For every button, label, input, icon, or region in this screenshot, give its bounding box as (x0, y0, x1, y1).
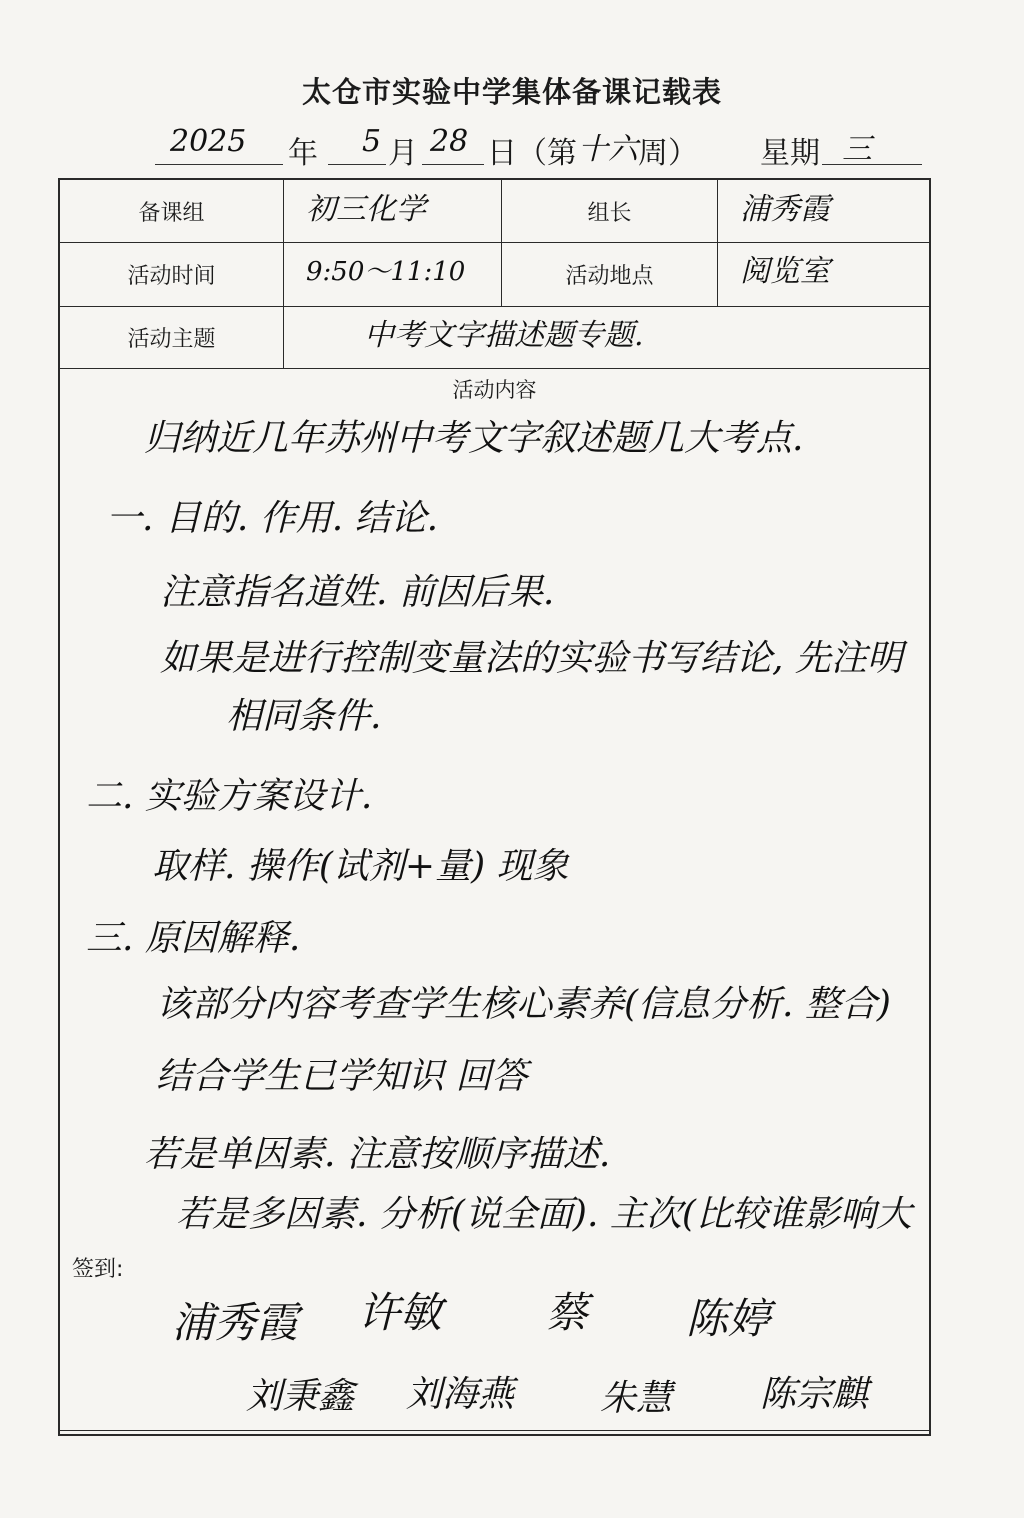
leader-label: 组长 (502, 180, 718, 242)
year-value: 2025 (170, 124, 247, 159)
topic-value: 中考文字描述题专题. (364, 318, 644, 353)
place-value-cell (718, 242, 933, 306)
month-value: 5 (362, 124, 382, 159)
weekday-value: 三 (842, 132, 872, 167)
group-value: 初三化学 (306, 192, 426, 227)
year-underline (155, 164, 283, 165)
form-title: 太仓市实验中学集体备课记载表 (301, 75, 722, 109)
content-line: 如果是进行控制变量法的实验书写结论, 先注明 (160, 638, 903, 679)
content-line: 一. 目的. 作用. 结论. (106, 498, 439, 539)
content-line: 相同条件. (226, 696, 382, 737)
leader-value: 浦秀霞 (740, 192, 830, 227)
signature: 陈婷 (686, 1294, 771, 1343)
signature: 刘海燕 (406, 1374, 515, 1415)
row-topic (60, 306, 929, 369)
row-group (60, 180, 929, 243)
content-line: 若是单因素. 注意按顺序描述. (144, 1134, 611, 1175)
weekday-label: 星期 (760, 136, 820, 171)
group-value-cell (284, 180, 502, 242)
content-line: 该部分内容考查学生核心素养(信息分析. 整合) (156, 984, 891, 1025)
activity-content (60, 368, 929, 1431)
signature: 刘秉鑫 (246, 1376, 355, 1417)
topic-label: 活动主题 (60, 306, 284, 368)
time-value-cell (284, 242, 502, 306)
content-line: 三. 原因解释. (86, 918, 301, 959)
place-label: 活动地点 (502, 242, 718, 306)
signature: 浦秀霞 (172, 1298, 299, 1347)
week-value: 十六 (578, 132, 638, 167)
record-table (58, 178, 931, 1436)
day-value: 28 (430, 124, 469, 159)
signature: 陈宗麒 (760, 1374, 869, 1415)
sign-in-label: 签到: (72, 1257, 124, 1282)
month-underline (328, 164, 386, 165)
leader-value-cell (718, 180, 933, 242)
signature: 许敏 (358, 1288, 443, 1337)
signature: 蔡 (546, 1288, 589, 1337)
content-line: 若是多因素. 分析(说全面). 主次(比较谁影响大 (176, 1194, 912, 1235)
month-label: 月 (388, 136, 418, 171)
time-label: 活动时间 (60, 242, 284, 306)
day-underline (422, 164, 484, 165)
content-line: 注意指名道姓. 前因后果. (160, 572, 555, 613)
date-line (0, 120, 1024, 170)
content-line: 取样. 操作(试剂+量) 现象 (152, 846, 569, 887)
topic-value-cell (284, 306, 933, 368)
place-value: 阅览室 (740, 254, 830, 289)
group-label: 备课组 (60, 180, 284, 242)
day-label: 日（第 (487, 136, 577, 171)
time-value: 9:50～11:10 (306, 257, 466, 287)
week-label: 周） (638, 136, 698, 171)
content-line: 二. 实验方案设计. (86, 776, 373, 817)
content-line: 结合学生已学知识 回答 (156, 1056, 528, 1097)
weekday-underline (822, 164, 922, 165)
content-heading: 活动内容 (452, 378, 537, 402)
year-label: 年 (288, 136, 318, 171)
content-line: 归纳近几年苏州中考文字叙述题几大考点. (144, 418, 804, 459)
signature: 朱慧 (600, 1378, 673, 1419)
row-time (60, 242, 929, 307)
